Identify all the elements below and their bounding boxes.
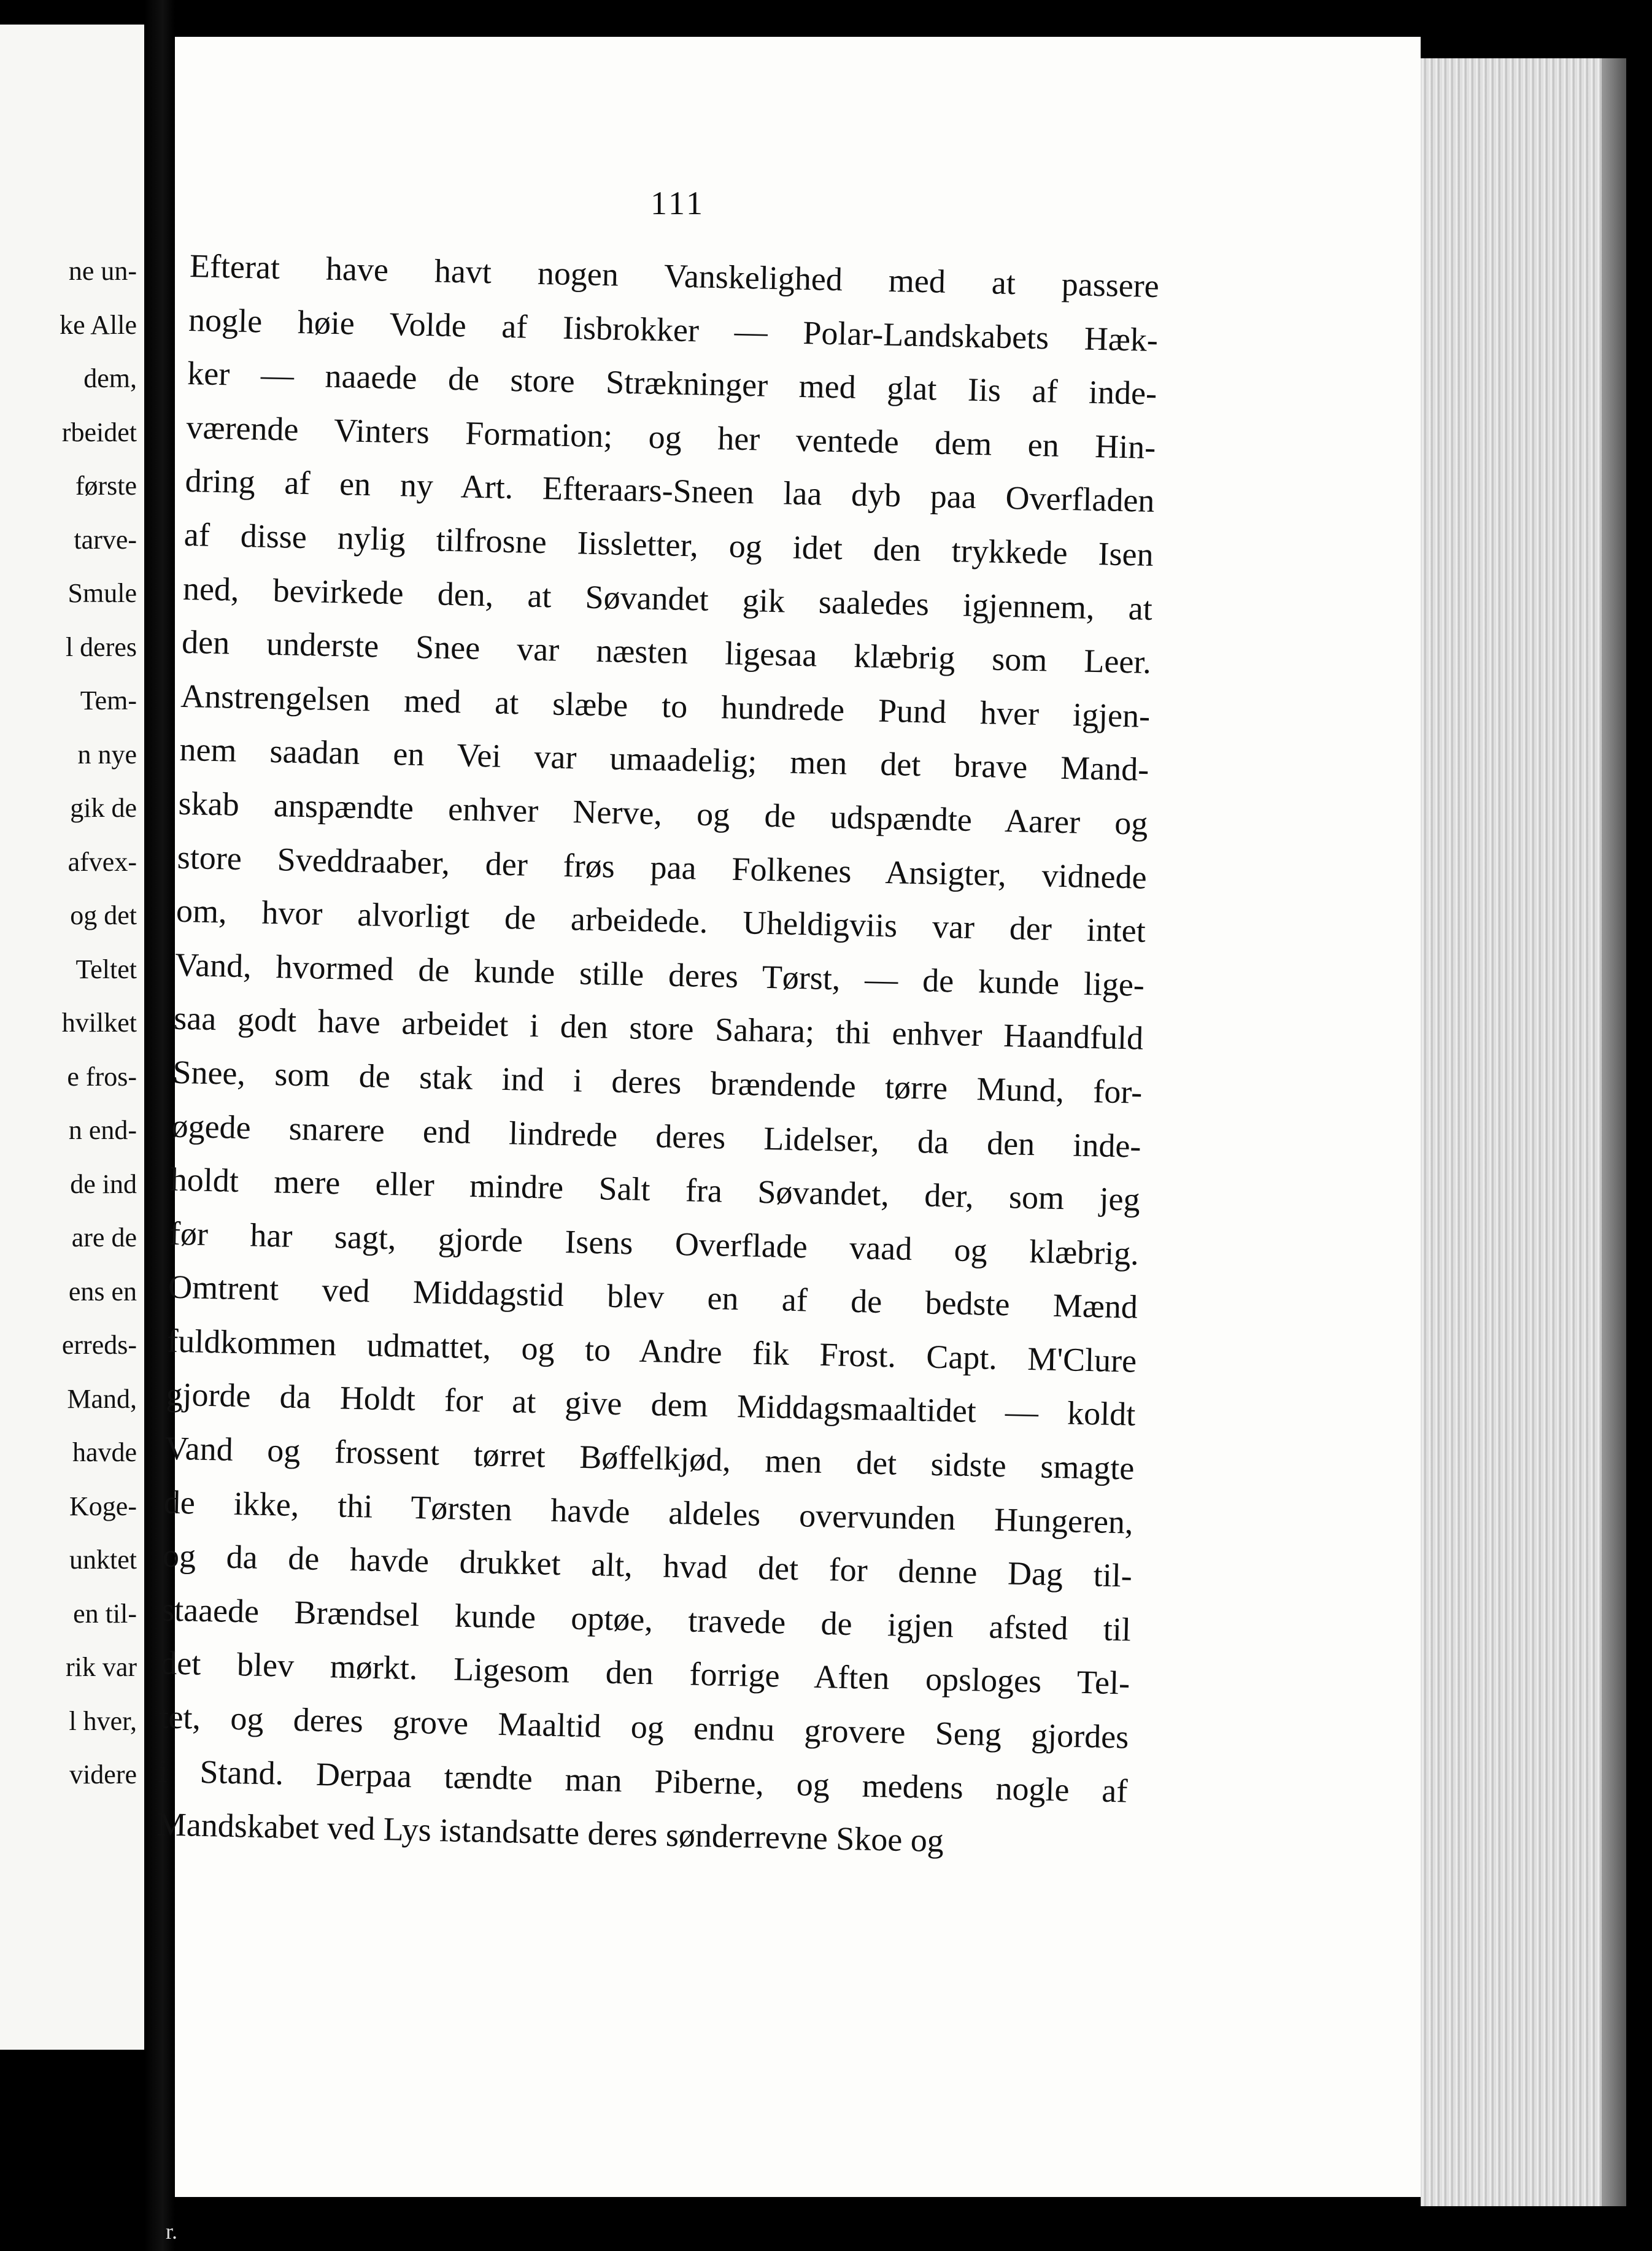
text-line: Efterat have havt nogen Vanskelighed med at passere xyxy=(189,247,1160,305)
text-line: Vand, hvormed de kunde stille deres Tørst, — de kunde lige- xyxy=(174,946,1145,1003)
previous-page-line: Koge- xyxy=(69,1491,137,1521)
text-line: Snee, som de stak ind i deres brændende tørre Mund, for- xyxy=(172,1053,1143,1111)
text-line: før har sagt, gjorde Isens Overflade vaad og klæbrig. xyxy=(169,1214,1140,1272)
text-line: holdt mere eller mindre Salt fra Søvandet, der, som jeg xyxy=(170,1160,1141,1218)
text-line: øgede snarere end lindrede deres Lidelser, da den inde- xyxy=(171,1107,1142,1165)
text-line: om, hvor alvorligt de arbeidede. Uheldigviis var der intet xyxy=(176,892,1146,949)
previous-page-line: Smule xyxy=(68,578,137,608)
previous-page-line: e fros- xyxy=(67,1061,137,1092)
previous-page-line: første xyxy=(75,471,137,501)
book-gutter xyxy=(144,0,178,2251)
previous-page-line: n end- xyxy=(68,1115,137,1145)
page-number: 111 xyxy=(650,185,705,222)
text-line: det blev mørkt. Ligesom den forrige Aften opsloges Tel- xyxy=(160,1644,1130,1702)
previous-page-line: l hver, xyxy=(69,1705,137,1736)
previous-page-line: dem, xyxy=(83,363,137,393)
text-line: af disse nylig tilfrosne Iissletter, og idet den trykkede Isen xyxy=(183,515,1154,573)
previous-page-line: og det xyxy=(70,900,137,930)
previous-page-line: tarve- xyxy=(74,524,137,555)
page-body-text xyxy=(156,239,1160,1872)
previous-page-line: videre xyxy=(69,1759,137,1790)
text-line: Mandskabet ved Lys istandsatte deres sønderrevne Skoe og xyxy=(156,1805,944,1859)
previous-page-line: havde xyxy=(72,1437,137,1467)
previous-page-line: ne un- xyxy=(68,256,137,286)
previous-page-line: ens en xyxy=(68,1276,137,1307)
text-line: Anstrengelsen med at slæbe to hundrede Pund hver igjen- xyxy=(180,677,1151,735)
text-line: og da de havde drukket alt, hvad det for denne Dag til- xyxy=(162,1537,1133,1594)
text-line: værende Vinters Formation; og her ventede dem en Hin- xyxy=(185,408,1156,466)
text-line: staaede Brændsel kunde optøe, travede de igjen afsted til xyxy=(161,1591,1132,1648)
text-line: gjorde da Holdt for at give dem Middagsmaaltidet — koldt xyxy=(165,1376,1136,1434)
previous-page-line: afvex- xyxy=(68,846,137,877)
text-line: ned, bevirkede den, at Søvandet gik saaledes igjennem, at xyxy=(182,570,1153,627)
scan-mark: r. xyxy=(166,2219,178,2244)
previous-page-line: rbeidet xyxy=(61,417,137,447)
previous-page-line: unktet xyxy=(69,1545,137,1575)
previous-page-line: ke Alle xyxy=(60,309,137,340)
previous-page-line: Teltet xyxy=(75,954,137,984)
previous-page-line: l deres xyxy=(65,631,137,662)
text-line: Omtrent ved Middagstid blev en af de bedste Mænd xyxy=(168,1268,1138,1326)
text-line: ker — naaede de store Strækninger med glat Iis af inde- xyxy=(187,355,1157,412)
previous-page-line: rik var xyxy=(65,1652,137,1682)
text-line: skab anspændte enhver Nerve, og de udspændte Aarer og xyxy=(178,784,1149,842)
text-line: tet, og deres grove Maaltid og endnu grovere Seng gjordes xyxy=(158,1698,1129,1756)
text-line: saa godt have arbeidet i den store Sahara; thi enhver Haandfuld xyxy=(173,1000,1144,1057)
previous-page-line: hvilket xyxy=(61,1008,137,1038)
previous-page xyxy=(0,25,144,2050)
text-line: i Stand. Derpaa tændte man Piberne, og medens nogle af xyxy=(158,1752,1129,1810)
text-line: dring af en ny Art. Efteraars-Sneen laa dyb paa Overfladen xyxy=(185,462,1156,520)
previous-page-line: gik de xyxy=(70,793,137,823)
previous-page-line: n nye xyxy=(77,739,137,770)
text-line: nogle høie Volde af Iisbrokker — Polar-Landskabets Hæk- xyxy=(188,301,1159,358)
text-line: fuldkommen udmattet, og to Andre fik Frost. Capt. M'Clure xyxy=(166,1322,1137,1380)
previous-page-line: en til- xyxy=(73,1598,137,1629)
text-line: Vand og frossent tørret Bøffelkjød, men det sidste smagte xyxy=(164,1429,1135,1487)
previous-page-line: erreds- xyxy=(61,1330,137,1360)
text-line: de ikke, thi Tørsten havde aldeles overvunden Hungeren, xyxy=(163,1483,1134,1541)
previous-page-line: Mand, xyxy=(67,1383,137,1414)
text-line: nem saadan en Vei var umaadelig; men det brave Mand- xyxy=(179,731,1149,789)
previous-page-line: de ind xyxy=(70,1168,137,1199)
previous-page-line: Tem- xyxy=(80,685,137,716)
previous-page-line: are de xyxy=(71,1222,137,1253)
page-edges xyxy=(1421,58,1626,2206)
text-line: den underste Snee var næsten ligesaa klæbrig som Leer. xyxy=(181,624,1152,681)
text-line: store Sveddraaber, der frøs paa Folkenes Ansigter, vidnede xyxy=(177,838,1148,896)
